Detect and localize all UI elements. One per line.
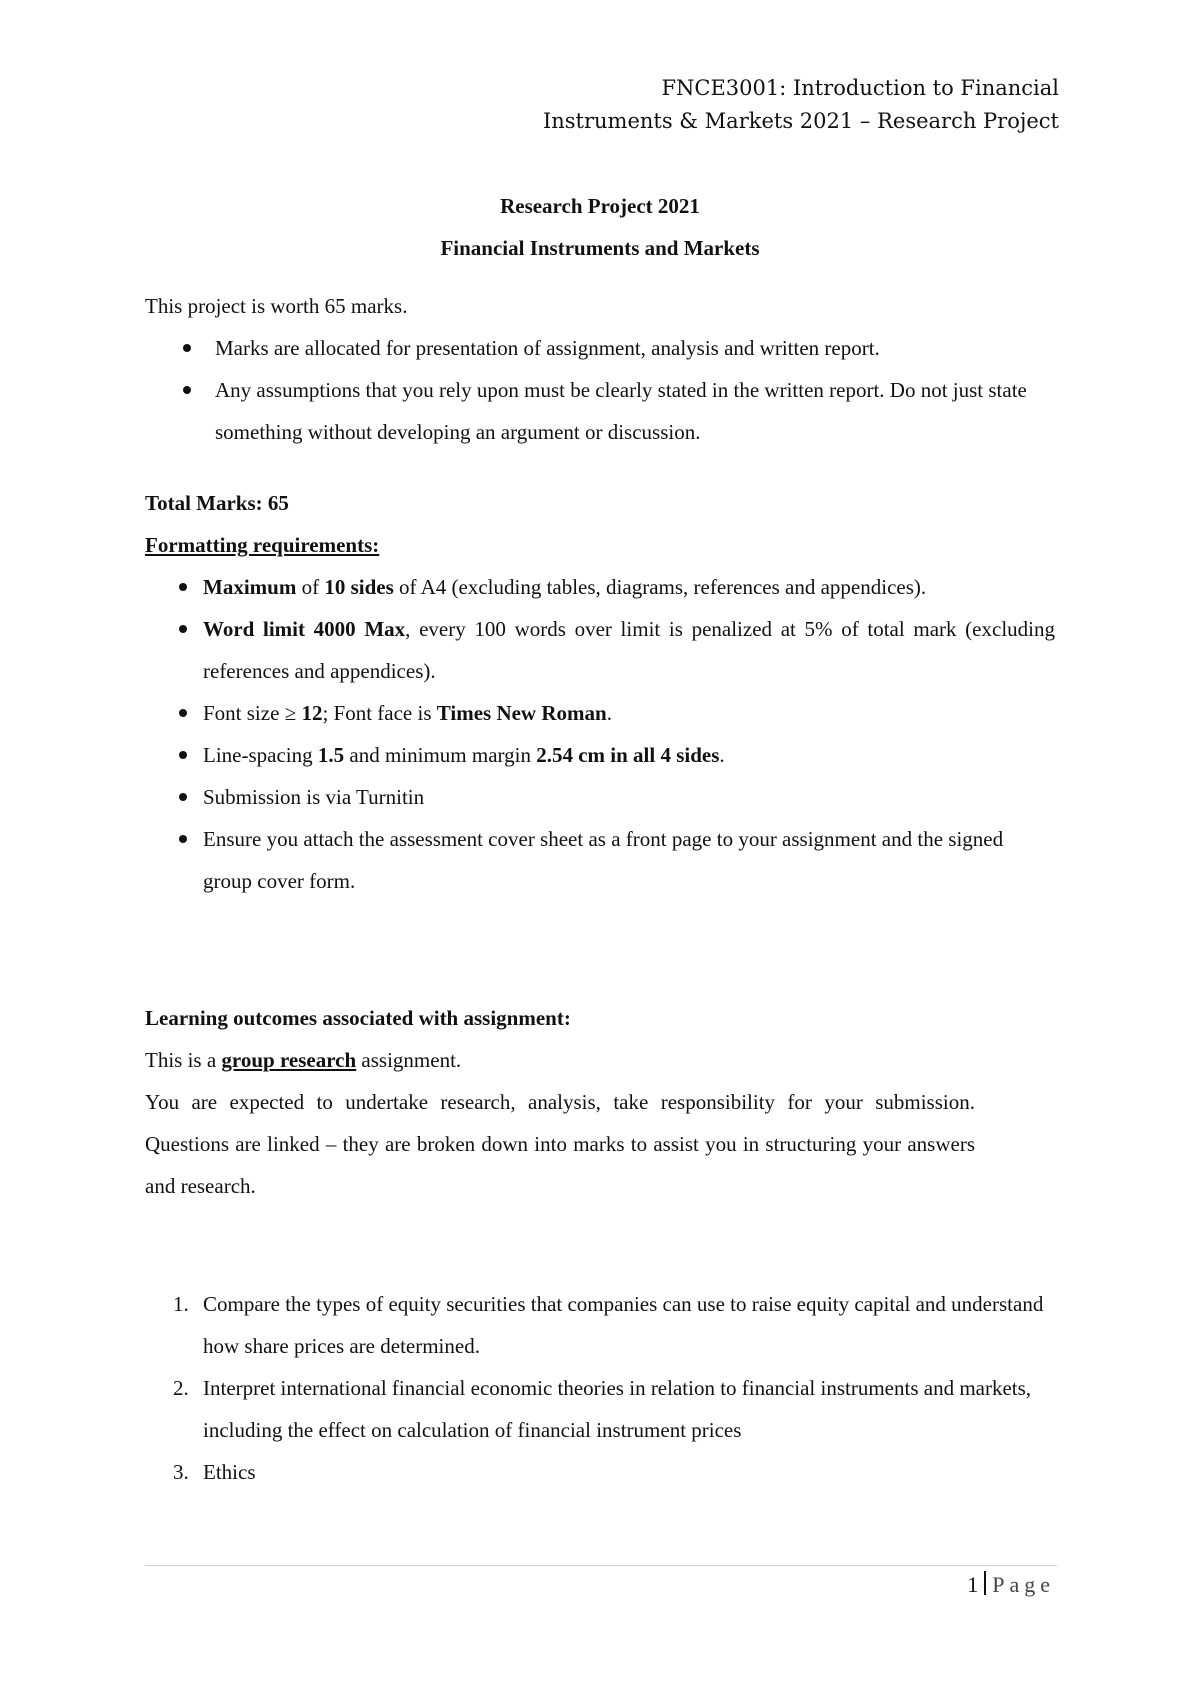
list-item xyxy=(145,1451,1055,1493)
learning-heading: Learning outcomes associated with assignment: xyxy=(145,1006,571,1030)
formatting-bold-text: 2.54 cm in all 4 sides xyxy=(536,743,720,767)
formatting-text: . xyxy=(719,743,725,767)
list-item xyxy=(145,369,1055,453)
learning-section xyxy=(145,997,1055,1207)
page-label: Page xyxy=(992,1572,1055,1597)
learning-paragraph: You are expected to undertake research, analysis, take responsibility for your submission. Questions are linked – they are broken down into marks to assist you in structuring your answers and research. xyxy=(145,1090,975,1198)
formatting-bold-text: 1.5 xyxy=(317,743,345,767)
formatting-text: of A4 (excluding tables, diagrams, references and appendices). xyxy=(393,575,927,599)
formatting-text: Line-spacing xyxy=(203,743,318,767)
list-item xyxy=(145,608,1055,692)
title-line-2: Financial Instruments and Markets xyxy=(440,236,760,260)
formatting-bold-text: 12 xyxy=(301,701,323,725)
header-line-1: FNCE3001: Introduction to Financial xyxy=(661,76,1059,100)
list-item xyxy=(145,566,1055,608)
bullet-icon xyxy=(179,835,187,843)
list-item xyxy=(145,776,1055,818)
bullet-icon xyxy=(179,625,187,633)
intro-section xyxy=(145,285,1055,453)
bullet-icon xyxy=(183,344,191,352)
outcome-text: Ethics xyxy=(203,1460,256,1484)
footer-separator xyxy=(984,1571,986,1595)
title-line-1: Research Project 2021 xyxy=(500,194,700,218)
intro-bullet-list xyxy=(145,327,1055,453)
group-research-emphasis: group research xyxy=(221,1048,357,1072)
outcome-text: Interpret international financial economic theories in relation to financial instruments and markets, including the effect on calculation of financial instrument prices xyxy=(203,1376,1032,1442)
formatting-list xyxy=(145,566,1055,902)
group-pre-text: This is a xyxy=(145,1048,222,1072)
list-item xyxy=(145,327,1055,369)
formatting-text: ; Font face is xyxy=(322,701,437,725)
list-item xyxy=(145,1367,1055,1451)
bullet-icon xyxy=(179,751,187,759)
project-worth-text: This project is worth 65 marks. xyxy=(145,294,408,318)
bullet-text: Marks are allocated for presentation of assignment, analysis and written report. xyxy=(215,336,880,360)
formatting-bold-text: Times New Roman xyxy=(436,701,607,725)
formatting-text: of xyxy=(296,575,325,599)
bullet-icon xyxy=(179,709,187,717)
formatting-section xyxy=(145,482,1055,902)
page-number: 1 xyxy=(967,1572,979,1597)
formatting-bold-text: Word limit 4000 Max xyxy=(203,617,406,641)
footer-divider xyxy=(145,1565,1057,1566)
formatting-text: Submission is via Turnitin xyxy=(203,785,425,809)
outcome-number: 3. xyxy=(173,1460,189,1484)
formatting-text: Ensure you attach the assessment cover sheet as a front page to your assignment and the signed group cover form. xyxy=(203,827,1004,893)
group-research-line xyxy=(145,1039,1055,1081)
list-item xyxy=(145,734,1055,776)
outcome-text: Compare the types of equity securities that companies can use to raise equity capital and understand how share prices are determined. xyxy=(203,1292,1044,1358)
outcomes-list xyxy=(145,1283,1055,1493)
formatting-text: , every 100 words over limit is penalized at 5% of total mark (excluding references and appendices). xyxy=(203,617,1055,683)
bullet-icon xyxy=(179,793,187,801)
outcome-number: 2. xyxy=(173,1376,189,1400)
document-title xyxy=(145,185,1055,269)
outcomes-section xyxy=(145,1283,1055,1493)
list-item xyxy=(145,1283,1055,1367)
bullet-icon xyxy=(183,386,191,394)
outcome-number: 1. xyxy=(173,1292,189,1316)
formatting-bold-text: 10 sides xyxy=(324,575,394,599)
formatting-text: and minimum margin xyxy=(344,743,537,767)
bullet-text: Any assumptions that you rely upon must be clearly stated in the written report. Do not just state something without developing an argument or discussion. xyxy=(215,378,1027,444)
formatting-bold-text: Maximum xyxy=(203,575,297,599)
running-header xyxy=(543,72,1059,138)
page-footer xyxy=(967,1570,1055,1600)
formatting-text: Font size ≥ xyxy=(203,701,302,725)
bullet-icon xyxy=(179,583,187,591)
formatting-text: . xyxy=(606,701,612,725)
total-marks: Total Marks: 65 xyxy=(145,491,289,515)
header-line-2: Instruments & Markets 2021 – Research Project xyxy=(542,109,1059,133)
list-item xyxy=(145,692,1055,734)
group-post-text: assignment. xyxy=(356,1048,462,1072)
formatting-heading: Formatting requirements: xyxy=(145,533,380,557)
list-item xyxy=(145,818,1055,902)
